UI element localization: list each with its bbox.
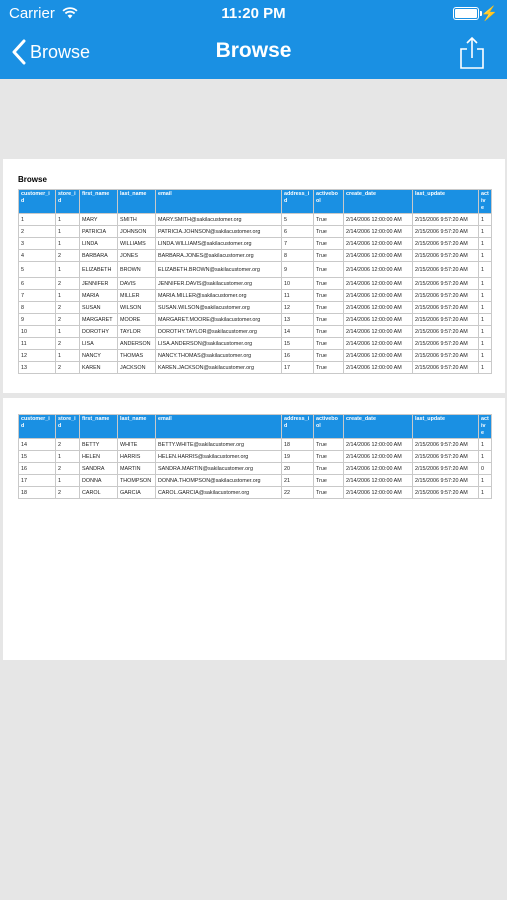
cell-store-id: 2 [56, 439, 80, 451]
cell-store-id: 1 [56, 226, 80, 238]
cell-email: SANDRA.MARTIN@sakilacustomer.org [156, 463, 282, 475]
cell-address-id: 6 [282, 226, 314, 238]
table-row [19, 302, 492, 314]
cell-last-name: DAVIS [118, 278, 156, 290]
data-table [18, 414, 492, 499]
cell-customer-id: 13 [19, 362, 56, 374]
cell-customer-id: 11 [19, 338, 56, 350]
cell-create-date: 2/14/2006 12:00:00 AM [344, 290, 413, 302]
table-row [19, 439, 492, 451]
cell-create-date: 2/14/2006 12:00:00 AM [344, 362, 413, 374]
table-row [19, 238, 492, 250]
column-header-email: email [156, 415, 282, 439]
cell-last-update: 2/15/2006 9:57:20 AM [413, 226, 479, 238]
column-header-last-update: last_update [413, 190, 479, 214]
table-row [19, 362, 492, 374]
cell-active: 1 [479, 278, 492, 290]
cell-customer-id: 17 [19, 475, 56, 487]
cell-email: PATRICIA.JOHNSON@sakilacustomer.org [156, 226, 282, 238]
cell-create-date: 2/14/2006 12:00:00 AM [344, 226, 413, 238]
status-bar [0, 0, 507, 28]
cell-activebool: True [314, 463, 344, 475]
column-header-address-id: address_i d [282, 190, 314, 214]
cell-first-name: NANCY [80, 350, 118, 362]
cell-first-name: LINDA [80, 238, 118, 250]
cell-last-name: GARCIA [118, 487, 156, 499]
cell-customer-id: 7 [19, 290, 56, 302]
table-row [19, 214, 492, 226]
cell-address-id: 12 [282, 302, 314, 314]
cell-store-id: 2 [56, 278, 80, 290]
cell-email: LINDA.WILLIAMS@sakilacustomer.org [156, 238, 282, 250]
cell-first-name: BETTY [80, 439, 118, 451]
cell-create-date: 2/14/2006 12:00:00 AM [344, 338, 413, 350]
cell-last-update: 2/15/2006 9:57:20 AM [413, 475, 479, 487]
cell-email: CAROL.GARCIA@sakilacustomer.org [156, 487, 282, 499]
cell-last-update: 2/15/2006 9:57:20 AM [413, 278, 479, 290]
table-row [19, 226, 492, 238]
status-time: 11:20 PM [221, 5, 286, 22]
cell-address-id: 10 [282, 278, 314, 290]
cell-active: 1 [479, 314, 492, 326]
cell-active: 1 [479, 238, 492, 250]
cell-last-update: 2/15/2006 9:57:20 AM [413, 338, 479, 350]
cell-first-name: MARIA [80, 290, 118, 302]
cell-email: MARY.SMITH@sakilacustomer.org [156, 214, 282, 226]
cell-activebool: True [314, 214, 344, 226]
cell-first-name: MARY [80, 214, 118, 226]
cell-active: 1 [479, 290, 492, 302]
cell-store-id: 1 [56, 262, 80, 278]
cell-active: 1 [479, 350, 492, 362]
cell-address-id: 7 [282, 238, 314, 250]
cell-email: LISA.ANDERSON@sakilacustomer.org [156, 338, 282, 350]
cell-last-update: 2/15/2006 9:57:20 AM [413, 262, 479, 278]
cell-customer-id: 8 [19, 302, 56, 314]
table-row [19, 463, 492, 475]
table-row [19, 278, 492, 290]
cell-first-name: MARGARET [80, 314, 118, 326]
column-header-address-id: address_i d [282, 415, 314, 439]
cell-active: 1 [479, 451, 492, 463]
cell-activebool: True [314, 451, 344, 463]
cell-customer-id: 15 [19, 451, 56, 463]
report-page-2 [3, 398, 505, 660]
cell-email: ELIZABETH.BROWN@sakilacustomer.org [156, 262, 282, 278]
column-header-activebool: activebo ol [314, 190, 344, 214]
cell-customer-id: 16 [19, 463, 56, 475]
cell-store-id: 2 [56, 362, 80, 374]
cell-customer-id: 3 [19, 238, 56, 250]
cell-last-update: 2/15/2006 9:57:20 AM [413, 250, 479, 262]
column-header-email: email [156, 190, 282, 214]
table-row [19, 326, 492, 338]
cell-create-date: 2/14/2006 12:00:00 AM [344, 439, 413, 451]
cell-email: SUSAN.WILSON@sakilacustomer.org [156, 302, 282, 314]
cell-last-name: BROWN [118, 262, 156, 278]
cell-store-id: 2 [56, 463, 80, 475]
cell-store-id: 2 [56, 338, 80, 350]
cell-customer-id: 1 [19, 214, 56, 226]
cell-activebool: True [314, 475, 344, 487]
table-row [19, 290, 492, 302]
cell-email: HELEN.HARRIS@sakilacustomer.org [156, 451, 282, 463]
cell-create-date: 2/14/2006 12:00:00 AM [344, 463, 413, 475]
cell-last-update: 2/15/2006 9:57:20 AM [413, 302, 479, 314]
cell-first-name: HELEN [80, 451, 118, 463]
table-row [19, 350, 492, 362]
cell-active: 1 [479, 214, 492, 226]
cell-create-date: 2/14/2006 12:00:00 AM [344, 250, 413, 262]
cell-address-id: 22 [282, 487, 314, 499]
cell-create-date: 2/14/2006 12:00:00 AM [344, 262, 413, 278]
cell-activebool: True [314, 238, 344, 250]
column-header-last-name: last_name [118, 415, 156, 439]
cell-active: 1 [479, 338, 492, 350]
report-title: Browse [18, 175, 47, 184]
cell-first-name: DONNA [80, 475, 118, 487]
table-header-row [19, 190, 492, 214]
cell-create-date: 2/14/2006 12:00:00 AM [344, 326, 413, 338]
cell-address-id: 19 [282, 451, 314, 463]
cell-last-name: WILSON [118, 302, 156, 314]
cell-customer-id: 5 [19, 262, 56, 278]
cell-last-update: 2/15/2006 9:57:20 AM [413, 439, 479, 451]
cell-create-date: 2/14/2006 12:00:00 AM [344, 302, 413, 314]
cell-last-name: ANDERSON [118, 338, 156, 350]
cell-activebool: True [314, 278, 344, 290]
cell-last-update: 2/15/2006 9:57:20 AM [413, 290, 479, 302]
cell-customer-id: 12 [19, 350, 56, 362]
cell-first-name: JENNIFER [80, 278, 118, 290]
table-row [19, 250, 492, 262]
cell-create-date: 2/14/2006 12:00:00 AM [344, 451, 413, 463]
cell-address-id: 9 [282, 262, 314, 278]
battery-icon [453, 7, 479, 20]
cell-last-name: MOORE [118, 314, 156, 326]
cell-create-date: 2/14/2006 12:00:00 AM [344, 487, 413, 499]
cell-activebool: True [314, 439, 344, 451]
cell-last-name: THOMPSON [118, 475, 156, 487]
cell-email: NANCY.THOMAS@sakilacustomer.org [156, 350, 282, 362]
cell-email: MARIA.MILLER@sakilacustomer.org [156, 290, 282, 302]
column-header-active: activ e [479, 415, 492, 439]
cell-activebool: True [314, 302, 344, 314]
column-header-create-date: create_date [344, 415, 413, 439]
cell-last-name: WHITE [118, 439, 156, 451]
cell-last-update: 2/15/2006 9:57:20 AM [413, 350, 479, 362]
cell-last-name: WILLIAMS [118, 238, 156, 250]
column-header-create-date: create_date [344, 190, 413, 214]
cell-customer-id: 2 [19, 226, 56, 238]
column-header-customer-id: customer_i d [19, 190, 56, 214]
cell-activebool: True [314, 290, 344, 302]
cell-create-date: 2/14/2006 12:00:00 AM [344, 214, 413, 226]
cell-active: 1 [479, 475, 492, 487]
cell-first-name: SUSAN [80, 302, 118, 314]
cell-first-name: ELIZABETH [80, 262, 118, 278]
column-header-active: activ e [479, 190, 492, 214]
cell-email: BETTY.WHITE@sakilacustomer.org [156, 439, 282, 451]
cell-first-name: SANDRA [80, 463, 118, 475]
cell-store-id: 2 [56, 302, 80, 314]
column-header-last-name: last_name [118, 190, 156, 214]
cell-last-name: JACKSON [118, 362, 156, 374]
cell-last-name: MILLER [118, 290, 156, 302]
cell-last-update: 2/15/2006 9:57:20 AM [413, 238, 479, 250]
cell-activebool: True [314, 326, 344, 338]
cell-create-date: 2/14/2006 12:00:00 AM [344, 350, 413, 362]
table-body [19, 214, 492, 374]
cell-last-name: JOHNSON [118, 226, 156, 238]
cell-address-id: 14 [282, 326, 314, 338]
charging-icon: ⚡ [480, 5, 498, 21]
cell-create-date: 2/14/2006 12:00:00 AM [344, 278, 413, 290]
column-header-first-name: first_name [80, 415, 118, 439]
cell-last-name: THOMAS [118, 350, 156, 362]
cell-customer-id: 4 [19, 250, 56, 262]
cell-first-name: KAREN [80, 362, 118, 374]
cell-activebool: True [314, 226, 344, 238]
cell-address-id: 21 [282, 475, 314, 487]
cell-store-id: 1 [56, 475, 80, 487]
table-row [19, 475, 492, 487]
cell-email: DONNA.THOMPSON@sakilacustomer.org [156, 475, 282, 487]
cell-email: KAREN.JACKSON@sakilacustomer.org [156, 362, 282, 374]
table-row [19, 487, 492, 499]
cell-store-id: 2 [56, 487, 80, 499]
cell-first-name: CAROL [80, 487, 118, 499]
cell-active: 1 [479, 326, 492, 338]
report-page-1 [3, 159, 505, 393]
cell-last-name: JONES [118, 250, 156, 262]
cell-create-date: 2/14/2006 12:00:00 AM [344, 238, 413, 250]
cell-email: DOROTHY.TAYLOR@sakilacustomer.org [156, 326, 282, 338]
cell-last-name: SMITH [118, 214, 156, 226]
cell-email: JENNIFER.DAVIS@sakilacustomer.org [156, 278, 282, 290]
cell-activebool: True [314, 262, 344, 278]
cell-activebool: True [314, 338, 344, 350]
cell-last-update: 2/15/2006 9:57:20 AM [413, 326, 479, 338]
cell-active: 1 [479, 362, 492, 374]
column-header-activebool: activebo ol [314, 415, 344, 439]
cell-last-name: MARTIN [118, 463, 156, 475]
cell-last-name: TAYLOR [118, 326, 156, 338]
cell-activebool: True [314, 350, 344, 362]
cell-last-name: HARRIS [118, 451, 156, 463]
cell-store-id: 1 [56, 326, 80, 338]
cell-store-id: 1 [56, 451, 80, 463]
cell-address-id: 13 [282, 314, 314, 326]
column-header-first-name: first_name [80, 190, 118, 214]
cell-store-id: 1 [56, 238, 80, 250]
cell-activebool: True [314, 314, 344, 326]
table-row [19, 451, 492, 463]
cell-create-date: 2/14/2006 12:00:00 AM [344, 314, 413, 326]
cell-store-id: 1 [56, 214, 80, 226]
cell-email: BARBARA.JONES@sakilacustomer.org [156, 250, 282, 262]
cell-last-update: 2/15/2006 9:57:20 AM [413, 463, 479, 475]
column-header-store-id: store_i d [56, 190, 80, 214]
cell-last-update: 2/15/2006 9:57:20 AM [413, 487, 479, 499]
cell-activebool: True [314, 250, 344, 262]
cell-address-id: 5 [282, 214, 314, 226]
cell-first-name: LISA [80, 338, 118, 350]
cell-last-update: 2/15/2006 9:57:20 AM [413, 362, 479, 374]
cell-customer-id: 6 [19, 278, 56, 290]
cell-email: MARGARET.MOORE@sakilacustomer.org [156, 314, 282, 326]
cell-customer-id: 14 [19, 439, 56, 451]
cell-store-id: 2 [56, 250, 80, 262]
column-header-last-update: last_update [413, 415, 479, 439]
cell-address-id: 18 [282, 439, 314, 451]
cell-active: 1 [479, 487, 492, 499]
cell-customer-id: 18 [19, 487, 56, 499]
cell-store-id: 1 [56, 290, 80, 302]
nav-title: Browse [215, 39, 292, 62]
column-header-customer-id: customer_i d [19, 415, 56, 439]
table-row [19, 314, 492, 326]
data-table [18, 189, 492, 374]
cell-active: 1 [479, 250, 492, 262]
cell-customer-id: 9 [19, 314, 56, 326]
cell-address-id: 11 [282, 290, 314, 302]
cell-last-update: 2/15/2006 9:57:20 AM [413, 451, 479, 463]
cell-first-name: PATRICIA [80, 226, 118, 238]
cell-active: 1 [479, 302, 492, 314]
cell-first-name: BARBARA [80, 250, 118, 262]
cell-last-update: 2/15/2006 9:57:20 AM [413, 214, 479, 226]
cell-active: 1 [479, 226, 492, 238]
cell-address-id: 20 [282, 463, 314, 475]
share-icon[interactable] [459, 36, 485, 75]
carrier-label: Carrier [9, 5, 55, 22]
table-row [19, 262, 492, 278]
cell-activebool: True [314, 362, 344, 374]
table-header-row [19, 415, 492, 439]
cell-customer-id: 10 [19, 326, 56, 338]
table-body [19, 439, 492, 499]
back-button-label: Browse [30, 41, 91, 62]
column-header-store-id: store_i d [56, 415, 80, 439]
cell-address-id: 8 [282, 250, 314, 262]
cell-address-id: 15 [282, 338, 314, 350]
cell-create-date: 2/14/2006 12:00:00 AM [344, 475, 413, 487]
cell-first-name: DOROTHY [80, 326, 118, 338]
table-row [19, 338, 492, 350]
cell-last-update: 2/15/2006 9:57:20 AM [413, 314, 479, 326]
navigation-bar [0, 28, 507, 79]
cell-activebool: True [314, 487, 344, 499]
cell-store-id: 2 [56, 314, 80, 326]
cell-address-id: 17 [282, 362, 314, 374]
cell-active: 1 [479, 262, 492, 278]
cell-store-id: 1 [56, 350, 80, 362]
cell-active: 0 [479, 463, 492, 475]
cell-address-id: 16 [282, 350, 314, 362]
cell-active: 1 [479, 439, 492, 451]
